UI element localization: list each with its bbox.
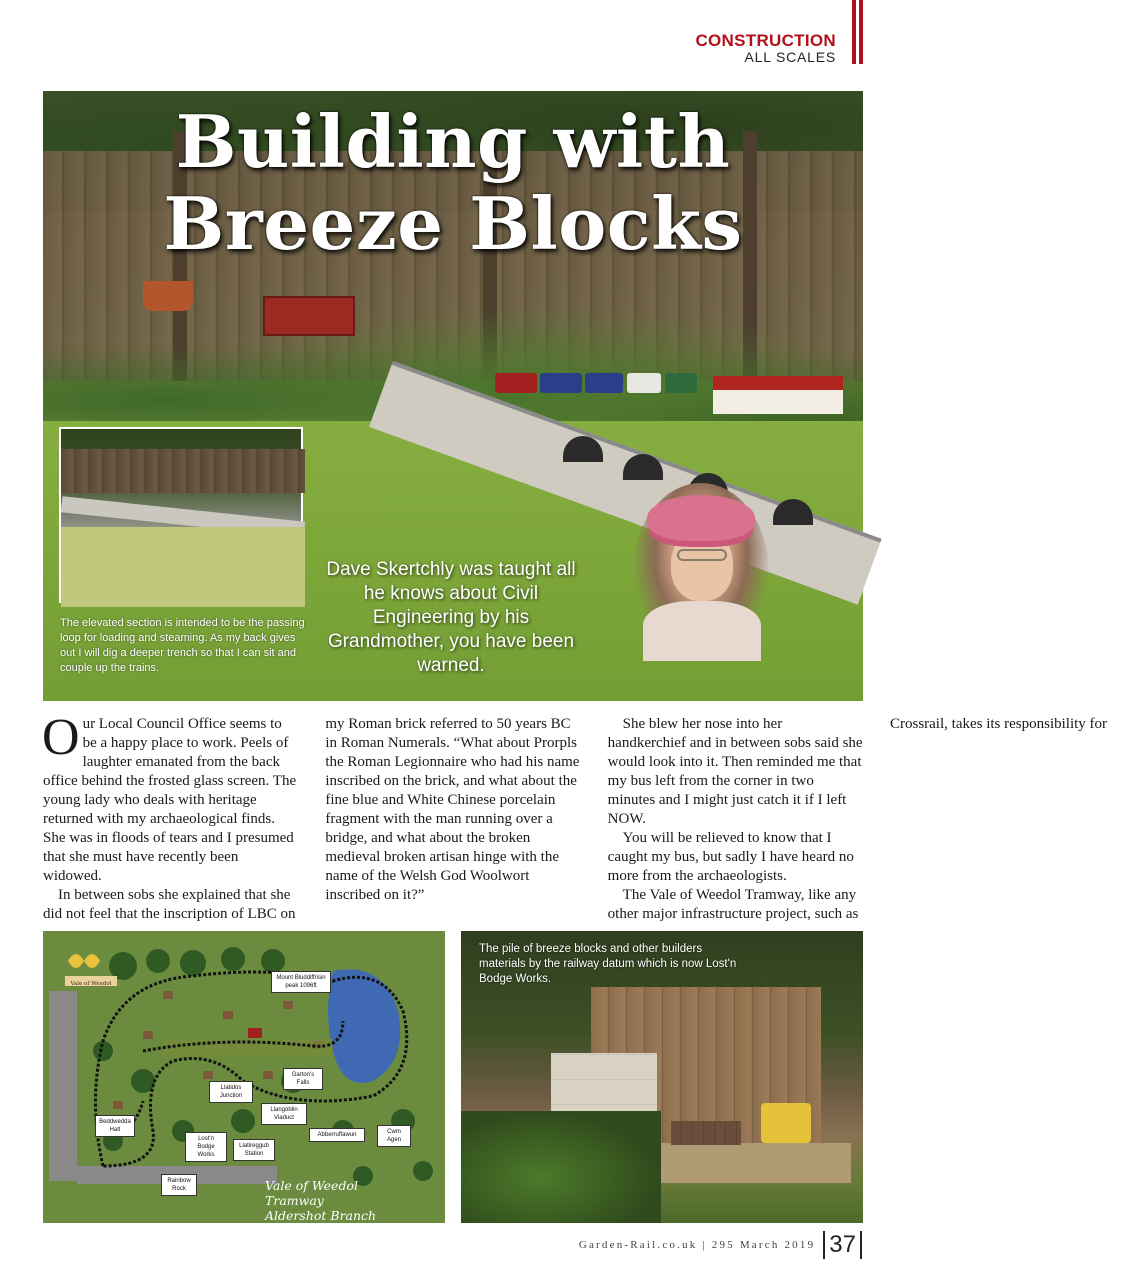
accent-bar <box>859 0 863 64</box>
paragraph: She blew her nose into her handkerchief and in between sobs said she would look into it. Then reminded me that my bus left from the corner in two minutes and I might just catch it if I left NOW. <box>607 716 863 827</box>
footer-info: Garden-Rail.co.uk | 295 March 2019 <box>578 1239 816 1251</box>
accent-bar <box>852 0 856 64</box>
model-shed <box>263 296 355 336</box>
paragraph: In between sobs she explained that she did not feel that the inscription of LBC on my Roman brick referred to 50 years BC in Roman Numerals. “What about Prorpls the Roman Legionnaire who had his name inscribed on the brick, and what about the fine blue and White Chinese porcelain fragment with the man running over a bridge, and what about the broken medieval broken artisan hinge with the name of the Welsh God Woolwort inscribed on it?” <box>43 716 580 922</box>
inset-fence <box>61 449 305 493</box>
train-carriage <box>495 373 537 393</box>
hero-photo <box>43 91 863 693</box>
inset-caption: The elevated section is intended to be the passing loop for loading and steaming. As my back gives out I will dig a deeper trench so that I can sit and couple up the trains. <box>60 617 305 674</box>
subsection-label: ALL SCALES <box>744 49 836 65</box>
breeze-blocks-photo <box>461 931 863 1223</box>
pink-hat-icon <box>647 495 755 541</box>
map-label-garton: Garton's Falls <box>283 1068 323 1090</box>
paragraph: The Vale of Weedol Tramway, like any other major infrastructure project, such as Crossrail, takes its responsibility for <box>607 716 1108 922</box>
map-label-mount: Mount Bluddiffrisin peak 1096ft <box>271 971 331 993</box>
title-line: Breeze Blocks <box>163 181 743 266</box>
photo-plants <box>461 1111 661 1223</box>
drop-cap: O <box>42 709 80 766</box>
pull-quote: Dave Skertchly was taught all he knows about Civil Engineering by his Grandmother, you have been warned. <box>326 559 576 676</box>
paragraph-text: ur Local Council Office seems to be a happy place to work. Peels of laughter emanated from the back office behind the frosted glass screen. The young lady who deals with heritage returned with my archaeological finds. She was in floods of tears and I presumed that she must have recently been widowed. <box>43 716 297 884</box>
inset-lawn <box>61 527 305 607</box>
grandmother-portrait <box>633 483 769 661</box>
map-label-abberruffawun: Abberruffawun <box>309 1128 365 1142</box>
map-label-llatireggub: Llatireggub Station <box>233 1139 275 1161</box>
train-carriage <box>540 373 582 393</box>
train-carriage <box>585 373 623 393</box>
portrait-blouse <box>643 601 761 661</box>
photo-caption: The pile of breeze blocks and other builders materials by the railway datum which is now Lost'n Bodge Works. <box>479 943 737 985</box>
map-title-line: Aldershot Branch 2018 <box>265 1208 377 1238</box>
section-tag <box>695 32 836 65</box>
model-station <box>713 376 843 414</box>
map-logo-text: Vale of Weedol <box>70 981 112 987</box>
page-number: 37 <box>829 1231 856 1258</box>
railway-map <box>43 931 445 1238</box>
title-line: Building with <box>175 99 731 184</box>
article-body <box>42 709 1108 925</box>
map-title-line: Vale of Weedol Tramway <box>265 1178 358 1208</box>
map-label-llatidos: Llatidos Junction <box>209 1081 253 1103</box>
page-footer <box>579 1230 862 1260</box>
paragraph: You will be relieved to know that I caught my bus, but sadly I have heard no more from the archaeologists. <box>607 830 854 884</box>
map-label-lostn: Lost'n Bodge Works <box>185 1132 227 1162</box>
section-label: CONSTRUCTION <box>695 31 836 50</box>
map-label-llangoblin: Llangoblin Viaduct <box>261 1103 307 1125</box>
inset-photo <box>59 427 303 603</box>
map-title <box>265 1178 405 1238</box>
brick-pile <box>671 1121 741 1145</box>
train-locomotive <box>665 373 697 393</box>
train-carriage <box>627 373 661 393</box>
builders-bags <box>761 1103 811 1143</box>
portrait-face <box>671 531 733 601</box>
map-label-beddwedda: Beddwedda Halt <box>95 1115 135 1137</box>
footer-divider <box>860 1231 862 1259</box>
flower-pot <box>143 281 193 311</box>
article-title <box>43 101 863 265</box>
map-label-rainbow: Rainbow Rock <box>161 1174 197 1196</box>
map-label-cwm: Cwm Agen <box>377 1125 411 1147</box>
paragraph <box>42 709 298 886</box>
glasses-icon <box>677 549 727 561</box>
